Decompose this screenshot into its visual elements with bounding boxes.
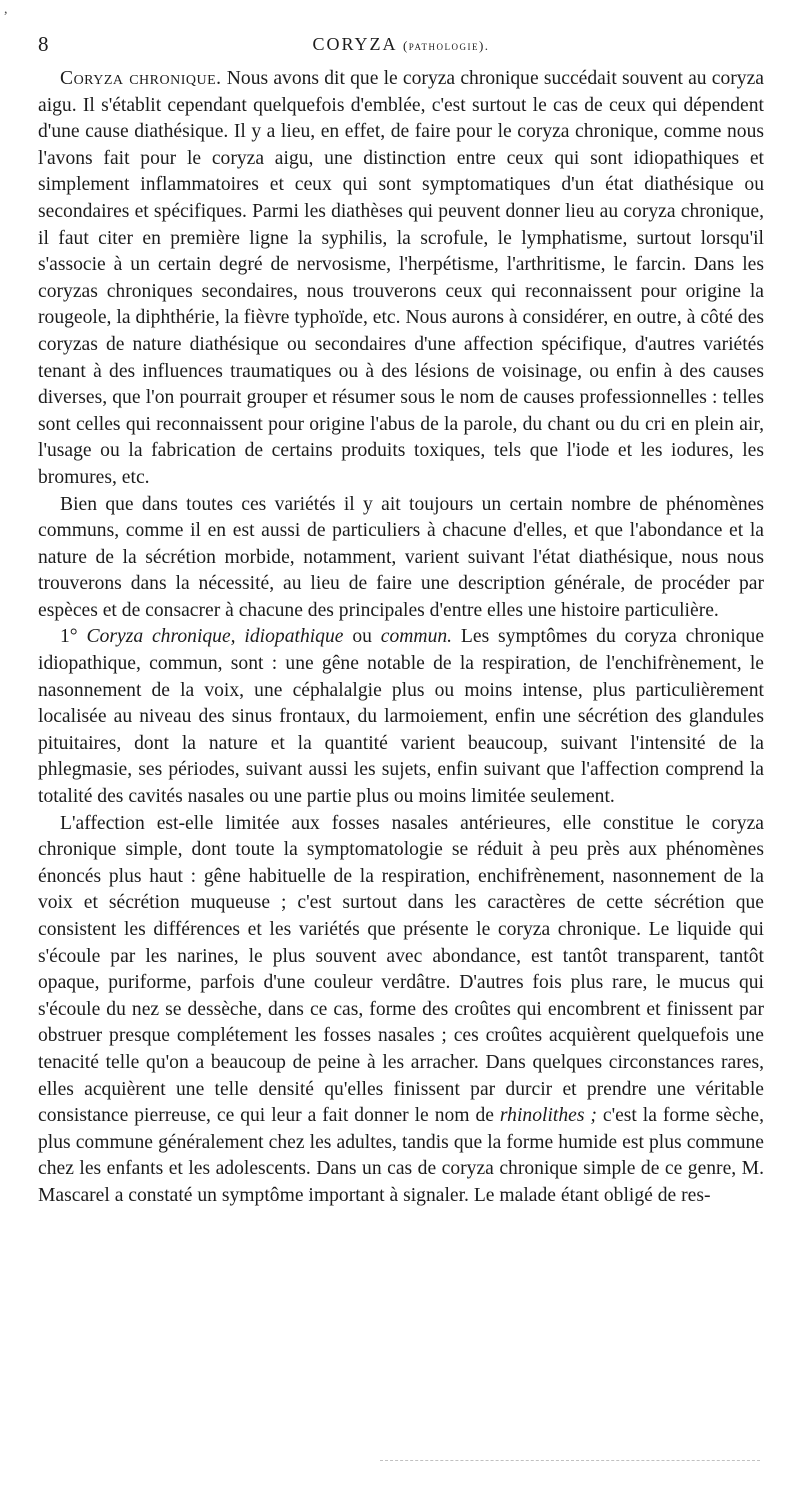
paragraph-text-a: L'affection est-elle limitée aux fosses nasales antérieures, elle constitue le coryza chronique simple, dont toute la symptomatologie se réduit à peu près aux phénomènes énoncés plus haut : gêne habituelle de la respiration, enchifrènement, nasonnement de la voix et sécrétion muqueuse ; c'est surtout dans les caractères de cette sécrétion que consistent les différences et les variétés que présente le coryza chronique. Le liquide qui s'écoule par les narines, le plus souvent avec abondance, est tantôt transparent, tantôt opaque, puriforme, parfois d'une couleur verdâtre. D'autres fois plus rare, le mucus qui s'écoule du nez se dessèche, dans ce cas, forme des croûtes qui encombrent et finissent par obstruer presque complétement les fosses nasales ; ces croûtes acquièrent quelquefois une tenacité telle qu'on a beaucoup de peine à les arracher. Dans quelques circonstances rares, elles acquièrent une telle densité qu'elles finissent par durcir et prendre une véritable consistance pierreuse, ce qui leur a fait donner le nom de xyxy=(38,812,764,1127)
paragraph-idiopathique xyxy=(38,624,764,810)
paragraph-text: Nous avons dit que le coryza chronique succédait souvent au coryza aigu. Il s'établit cependant quelquefois d'emblée, c'est surtout le cas de ceux qui dépendent d'une cause diathésique. Il y a lieu, en effet, de faire pour le coryza chronique, comme nous l'avons fait pour le coryza aigu, une distinction entre ceux qui sont idiopathiques et simplement inflammatoires et ceux qui sont symptomatiques d'un état diathésique ou secondaires et spécifiques. Parmi les diathèses qui peuvent donner lieu au coryza chronique, il faut citer en première ligne la syphilis, la scrofule, le lymphatisme, surtout lorsqu'il s'associe à un certain degré de nervosisme, l'herpétisme, l'arthritisme, le farcin. Dans les coryzas chroniques secondaires, nous trouverons ceux qui reconnaissent pour origine la rougeole, la diphthérie, la fièvre typhoïde, etc. Nous aurons à considérer, en outre, à côté des coryzas de nature diathésique ou secondaires d'une affection spécifique, d'autres variétés tenant à des influences traumatiques ou à des lésions de voisinage, ou enfin à des causes diverses, que l'on pourrait grouper et résumer sous le nom de causes professionnelles : telles sont celles qui reconnaissent pour origine l'abus de la parole, du chant ou du cri en plein air, l'usage ou la fabrication de certains produits toxiques, tels que l'iode et les iodures, les bromures, etc. xyxy=(38,68,764,488)
page xyxy=(38,26,764,1210)
running-header xyxy=(38,26,764,66)
paragraph-varietes xyxy=(38,492,764,625)
running-title-main: CORYZA xyxy=(312,34,397,54)
section-heading-italic-2: commun. xyxy=(380,626,453,648)
section-heading-italic: Coryza chronique, idiopathique xyxy=(86,626,344,648)
paragraph-text: Bien que dans toutes ces variétés il y ait toujours un certain nombre de phénomènes communs, comme il en est aussi de particuliers à chacune d'elles, et que l'abondance et la nature de la sécrétion morbide, notamment, varient suivant l'état diathésique, nous nous trouverons dans la nécessité, au lieu de faire une description générale, de procéder par espèces et de consacrer à chacune des principales d'entre elles une histoire particulière. xyxy=(38,493,764,621)
paragraph-coryza-chronique xyxy=(38,66,764,492)
footer-rule xyxy=(380,1454,760,1461)
margin-mark: , xyxy=(4,2,8,17)
paragraph-text: Les symptômes du coryza chronique idiopathique, commun, sont : une gêne notable de la respiration, de l'enchifrènement, le nasonnement de la voix, une céphalalgie plus ou moins intense, plus particulièrement localisée au niveau des sinus frontaux, du larmoiement, enfin une sécrétion des glandules pituitaires, dont la nature et la quantité varient beaucoup, suivant l'intensité de la phlegmasie, ses périodes, suivant aussi les sujets, enfin suivant que l'affection comprend la totalité des cavités nasales ou une partie plus ou moins limitée seulement. xyxy=(38,626,765,808)
paragraph-text-b: c'est la forme sèche, plus commune généralement chez les adultes, tandis que la forme humide est plus commune chez les enfants et les adolescents. Dans un cas de coryza chronique simple de ce genre, M. Mascarel a constaté un symptôme important à signaler. Le malade étant obligé de res- xyxy=(38,1105,765,1206)
page-number: 8 xyxy=(38,32,49,56)
italic-term: rhinolithes ; xyxy=(499,1105,597,1127)
body-text xyxy=(38,66,764,1210)
paragraph-affection-limitee xyxy=(38,811,764,1210)
section-lead: Coryza chronique. xyxy=(60,68,222,89)
section-heading-connector: ou xyxy=(343,626,381,648)
running-title xyxy=(38,34,764,55)
section-number: 1° xyxy=(60,626,78,648)
running-title-subtitle: (pathologie). xyxy=(402,38,490,53)
